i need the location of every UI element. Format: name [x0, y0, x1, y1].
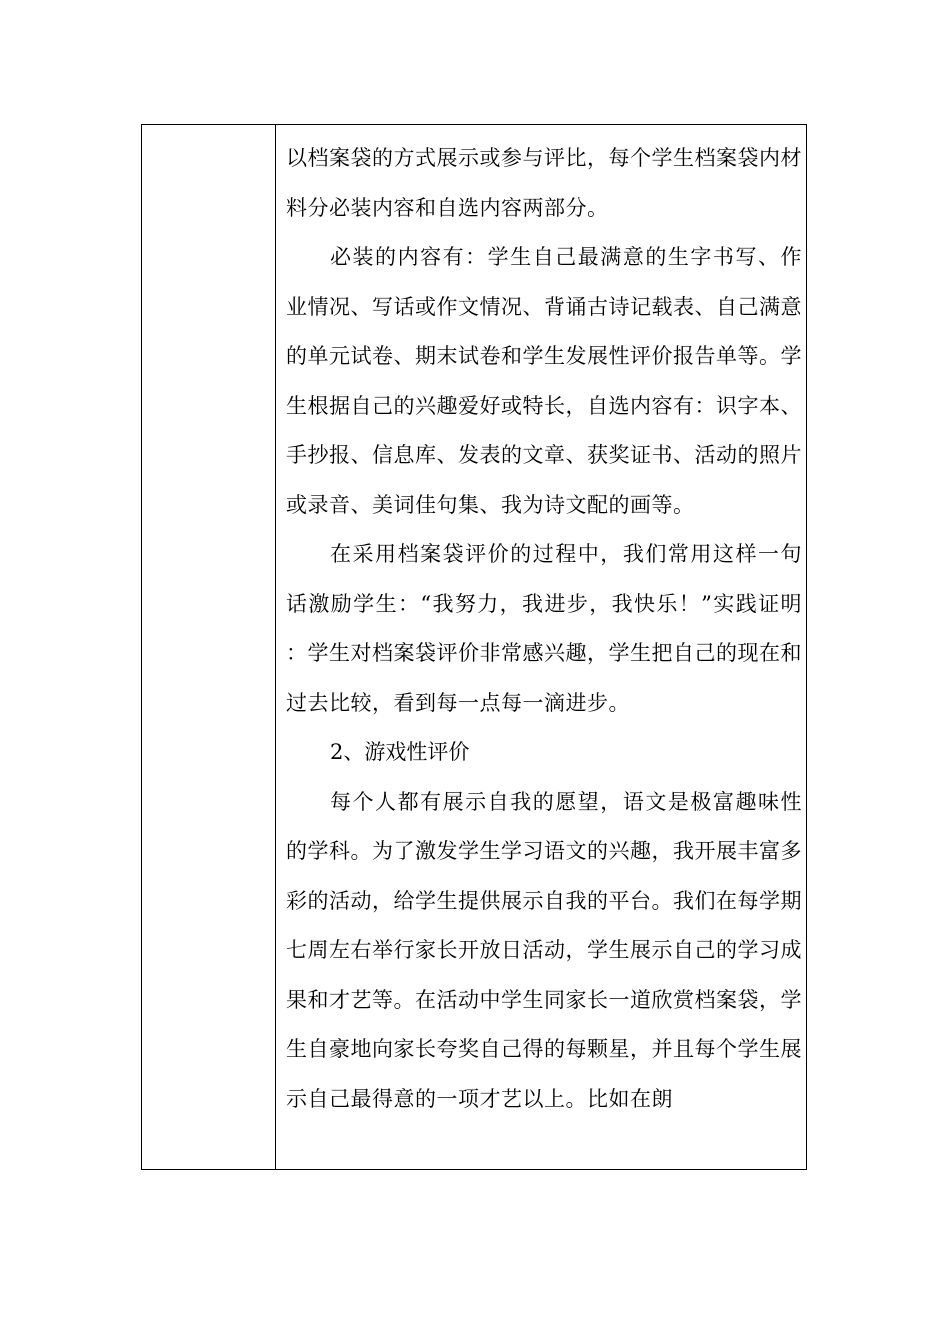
paragraph-portfolio-intro: 以档案袋的方式展示或参与评比，每个学生档案袋内材料分必装内容和自选内容两部分。 — [286, 146, 802, 220]
table-content-cell — [276, 125, 806, 1169]
paragraph-motivation: 在采用档案袋评价的过程中，我们常用这样一句话激励学生：“我努力，我进步，我快乐！”实践证明：学生对档案袋评价非常感兴趣，学生把自己的现在和过去比较，看到每一点每一滴进步。 — [286, 542, 802, 715]
section-heading-game-evaluation: 2、游戏性评价 — [330, 740, 470, 764]
paragraph-required-content: 必装的内容有：学生自己最满意的生字书写、作业情况、写话或作文情况、背诵古诗记载表、自己满意的单元试卷、期末试卷和学生发展性评价报告单等。学生根据自己的兴趣爱好或特长，自选内容有：识字本、手抄报、信息库、发表的文章、获奖证书、活动的照片或录音、美词佳句集、我为诗文配的画等。 — [286, 245, 802, 517]
document-table — [141, 124, 807, 1170]
paragraph-game-evaluation: 每个人都有展示自我的愿望，语文是极富趣味性的学科。为了激发学生学习语文的兴趣，我开展丰富多彩的活动，给学生提供展示自我的平台。我们在每学期七周左右举行家长开放日活动，学生展示自己的学习成果和才艺等。在活动中学生同家长一道欣赏档案袋，学生自豪地向家长夸奖自己得的每颗星，并且每个学生展示自己最得意的一项才艺以上。比如在朗 — [286, 789, 802, 1111]
table-left-cell — [142, 125, 276, 1169]
